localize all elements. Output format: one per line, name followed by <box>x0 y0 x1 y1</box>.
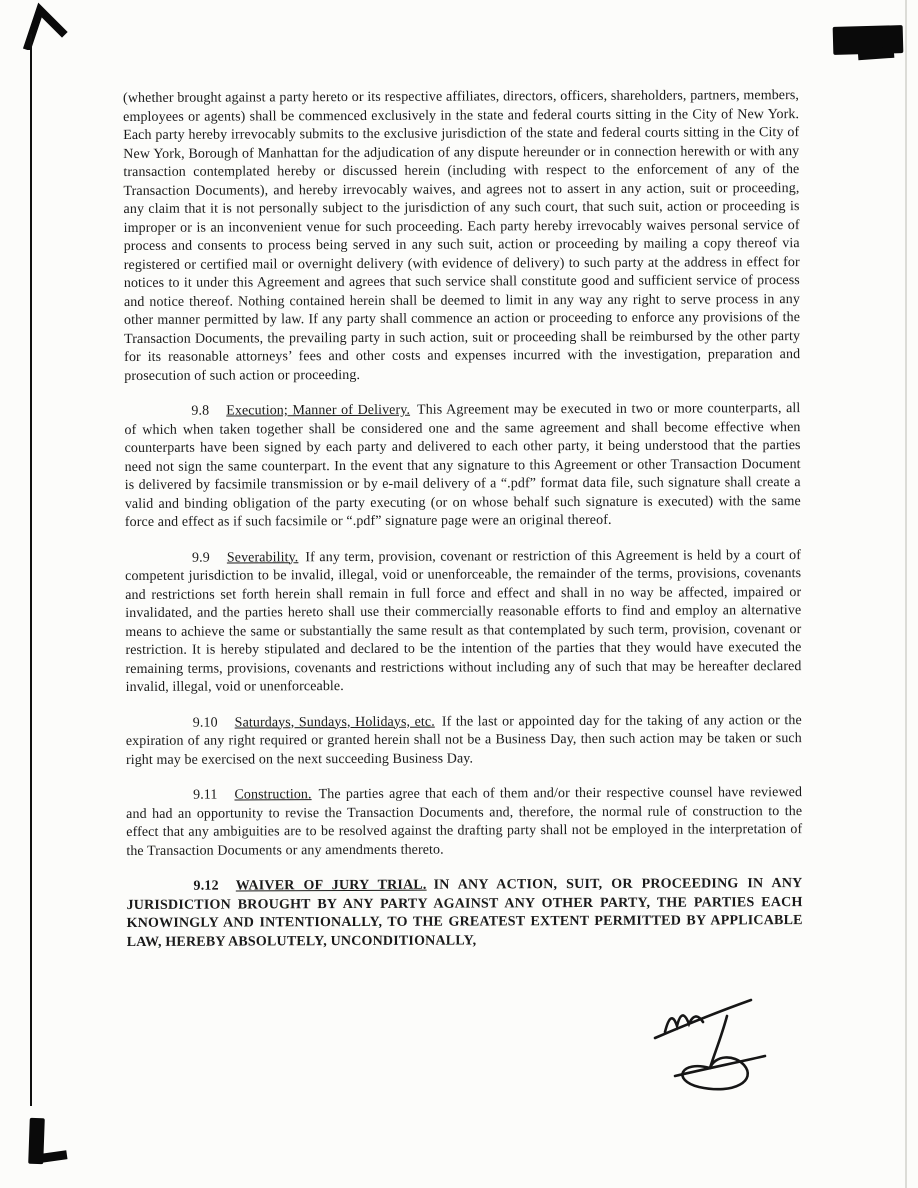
section-paragraph-9-12 <box>126 875 802 952</box>
section-body: This Agreement may be executed in two or more counterparts, all of which when taken together shall be considered one and the same agreement and shall become effective when counterparts have been signed by each party and delivered to each other party, it being understood that the parties need not sign the same counterpart. In the event that any signature to this Agreement or other Transaction Document is delivered by facsimile transmission or by e-mail delivery of a “.pdf” format data file, such signature shall create a valid and binding obligation of the party executing (or on whose behalf such signature is executed) with the same force and effect as if such facsimile or “.pdf” signature page were an original thereof. <box>124 401 801 530</box>
section-number: 9.10 <box>192 715 218 731</box>
scan-artifact-bottom-left-lower <box>41 1150 68 1163</box>
section-number: 9.9 <box>192 550 210 566</box>
section-body: If any term, provision, covenant or restriction of this Agreement is held by a court of competent jurisdiction to be invalid, illegal, void or unenforceable, the remainder of the terms, provisions, covenants and restrictions set forth herein shall remain in full force and effect and shall in no way be affected, impaired or invalidated, and the parties hereto shall use their commercially reasonable efforts to find and employ an alternative means to achieve the same or substantially the same result as that contemplated by such term, provision, covenant or restriction. It is hereby stipulated and declared to be the intention of the parties that they would have executed the remaining terms, provisions, covenants and restrictions without including any of such that may be hereafter declared invalid, illegal, void or unenforceable. <box>125 547 802 695</box>
section-number: 9.8 <box>191 403 210 419</box>
continuation-paragraph: (whether brought against a party hereto or its respective affiliates, directors, officers, shareholders, partners, members, employees or agents) shall be commenced exclusively in the state and federal courts sitting in the City of New York. Each party hereby irrevocably submits to the exclusive jurisdiction of the state and federal courts sitting in the City of New York, Borough of Manhattan for the adjudication of any dispute hereunder or in connection herewith or with any transaction contemplated hereby or discussed herein (including with respect to the enforcement of any of the Transaction Documents), and hereby irrevocably waives, and agrees not to assert in any action, suit or proceeding, any claim that it is not personally subject to the jurisdiction of any such court, that such suit, action or proceeding is improper or is an inconvenient venue for such proceeding. Each party hereby irrevocably waives personal service of process and consents to process being served in any such suit, action or proceeding by mailing a copy thereof via registered or certified mail or overnight delivery (with evidence of delivery) to such party at the address in effect for notices to it under this Agreement and agrees that such service shall constitute good and sufficient service of process and notice thereof. Nothing contained herein shall be deemed to limit in any way any right to serve process in any other manner permitted by law. If any party shall commence an action or proceeding to enforce any provisions of the Transaction Documents, the prevailing party in such action, suit or proceeding shall be reimbursed by the other party for its reasonable attorneys’ fees and other costs and expenses incurred with the investigation, preparation and prosecution of such action or proceeding. <box>123 88 801 384</box>
section-title: Severability. <box>226 549 299 566</box>
section-title: Saturdays, Sundays, Holidays, etc. <box>234 714 435 731</box>
handwritten-initials-signature <box>645 990 790 1105</box>
section-body: If the last or appointed day for the taking of any action or the expiration of any right required or granted herein shall not be a Business Day, then such action may be taken or such right may be exercised on the next succeeding Business Day. <box>125 712 802 768</box>
scan-edge-line-left <box>30 34 32 1106</box>
section-title: Construction. <box>234 787 312 803</box>
section-paragraph-9-10 <box>126 712 802 770</box>
section-number: 9.12 <box>193 878 219 894</box>
scan-edge-line-right <box>905 0 907 1188</box>
section-number: 9.11 <box>193 787 218 803</box>
section-title: WAIVER OF JURY TRIAL. <box>235 877 427 894</box>
document-text-block <box>123 87 803 969</box>
section-body: The parties agree that each of them and/or their respective counsel have reviewed and had an opportunity to revise the Transaction Documents and, therefore, the normal rule of construction to the effect that any ambiguities are to be resolved against the drafting party shall not be employed in the interpretation of the Transaction Documents or any amendments thereto. <box>126 785 803 859</box>
section-paragraph-9-11 <box>126 784 802 861</box>
scan-artifact-top-right-lower <box>858 47 895 60</box>
section-title: Execution; Manner of Delivery. <box>226 402 411 419</box>
section-paragraph-9-8 <box>124 400 801 532</box>
section-body: IN ANY ACTION, SUIT, OR PROCEEDING IN ANY JURISDICTION BROUGHT BY ANY PARTY AGAINST ANY OTHER PARTY, THE PARTIES EACH KNOWINGLY AND INTENTIONALLY, TO THE GREATEST EXTENT PERMITTED BY APPLICABLE LAW, HEREBY ABSOLUTELY, UNCONDITIONALLY, <box>126 876 803 950</box>
section-paragraph-9-9 <box>125 547 802 698</box>
scan-artifact-top-left <box>22 2 68 50</box>
